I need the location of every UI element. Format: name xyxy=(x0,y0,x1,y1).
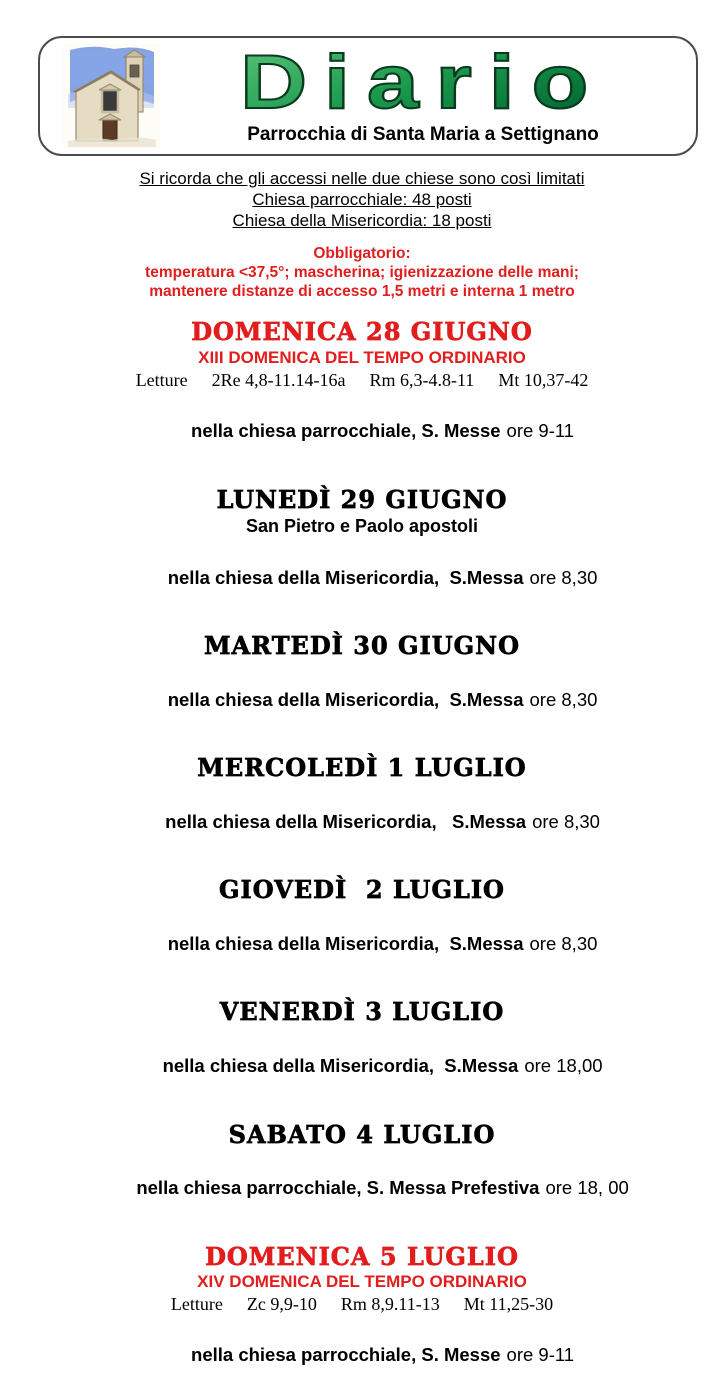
mass-time: ore 9-11 xyxy=(506,1344,575,1366)
event-saint-title: San Pietro e Paolo apostoli xyxy=(245,515,479,536)
logo-wordart: Diario xyxy=(240,40,606,126)
event-mass-line xyxy=(0,905,724,984)
event-day-title: DOMENICA 28 GIUGNO xyxy=(191,317,533,347)
parish-subtitle: Parrocchia di Santa Maria a Settignano xyxy=(247,123,599,145)
event-mass-line xyxy=(0,392,724,471)
mass-time: ore 8,30 xyxy=(529,566,598,588)
event-day-title: GIOVEDÌ 2 LUGLIO xyxy=(219,875,505,905)
capacity-misericordia: Chiesa della Misericordia: 18 posti xyxy=(232,211,492,231)
event-day-title: MERCOLEDÌ 1 LUGLIO xyxy=(197,753,527,783)
reading-ref: Mt 10,37-42 xyxy=(498,369,589,390)
capacity-notice-line: Si ricorda che gli accessi nelle due chiese sono così limitati xyxy=(139,169,585,188)
reading-ref: Rm 6,3-4.8-11 xyxy=(369,369,475,390)
reading-ref: Rm 8,9.11-13 xyxy=(340,1294,440,1315)
event-mercoledi-1-luglio xyxy=(0,754,724,861)
event-mass-line xyxy=(0,1149,724,1228)
covid-rules-line2: mantenere distanze di accesso 1,5 metri e interna 1 metro xyxy=(149,283,575,301)
event-sabato-4-luglio xyxy=(0,1121,724,1228)
mass-time: ore 8,30 xyxy=(529,688,598,710)
event-mass-line xyxy=(0,1316,724,1395)
capacity-notice xyxy=(0,168,724,231)
event-day-title: SABATO 4 LUGLIO xyxy=(228,1119,496,1149)
mass-location: nella chiesa parrocchiale, S. Messa Prefestiva xyxy=(136,1177,540,1199)
event-day-title: VENERDÌ 3 LUGLIO xyxy=(219,997,505,1027)
mass-location: nella chiesa della Misericordia, S.Messa xyxy=(167,688,524,710)
mass-location: nella chiesa parrocchiale, S. Messe xyxy=(191,420,501,442)
event-martedi-30-giugno xyxy=(0,632,724,739)
event-day-title: MARTEDÌ 30 GIUGNO xyxy=(203,631,520,661)
mass-location: nella chiesa della Misericordia, S.Messa xyxy=(167,932,524,954)
event-liturgy-title: XIII DOMENICA DEL TEMPO ORDINARIO xyxy=(198,347,526,367)
event-liturgy-title: XIV DOMENICA DEL TEMPO ORDINARIO xyxy=(197,1271,527,1291)
event-day-title: DOMENICA 5 LUGLIO xyxy=(205,1241,519,1271)
event-venerdi-3-luglio xyxy=(0,998,724,1105)
mass-location: nella chiesa della Misericordia, S.Messa xyxy=(165,810,527,832)
readings-label: Letture xyxy=(135,369,188,390)
event-mass-line xyxy=(0,782,724,861)
covid-rules xyxy=(0,244,724,301)
event-domenica-28-giugno xyxy=(0,318,724,470)
mass-time: ore 18, 00 xyxy=(545,1177,629,1199)
event-giovedi-2-luglio xyxy=(0,876,724,983)
event-mass-line xyxy=(0,1027,724,1106)
reading-ref: 2Re 4,8-11.14-16a xyxy=(211,369,346,390)
bulletin-content xyxy=(0,168,724,1395)
mass-time: ore 8,30 xyxy=(532,810,600,832)
reading-ref: Zc 9,9-10 xyxy=(246,1294,317,1315)
mass-time: ore 18,00 xyxy=(524,1054,603,1076)
capacity-parrocchiale: Chiesa parrocchiale: 48 posti xyxy=(252,190,472,210)
covid-rules-line1: temperatura <37,5°; mascherina; igienizzazione delle mani; xyxy=(145,264,579,282)
readings-label: Letture xyxy=(170,1294,223,1315)
event-readings xyxy=(0,1293,724,1316)
church-illustration-svg xyxy=(62,44,160,148)
mass-location: nella chiesa della Misericordia, S.Messa xyxy=(167,566,524,588)
event-lunedi-29-giugno xyxy=(0,486,724,617)
event-readings xyxy=(0,369,724,392)
event-mass-line xyxy=(0,660,724,739)
covid-rules-title: Obbligatorio: xyxy=(313,245,411,263)
reading-ref: Mt 11,25-30 xyxy=(463,1294,554,1315)
header-title-area xyxy=(160,40,696,146)
mass-time: ore 9-11 xyxy=(506,420,575,442)
event-domenica-5-luglio xyxy=(0,1243,724,1395)
event-day-title: LUNEDÌ 29 GIUGNO xyxy=(216,484,508,514)
mass-time: ore 8,30 xyxy=(529,932,598,954)
event-mass-line xyxy=(0,538,724,617)
church-image xyxy=(62,44,160,148)
mass-location: nella chiesa parrocchiale, S. Messe xyxy=(191,1344,501,1366)
header-box xyxy=(38,36,698,156)
mass-location: nella chiesa della Misericordia, S.Messa xyxy=(162,1054,519,1076)
